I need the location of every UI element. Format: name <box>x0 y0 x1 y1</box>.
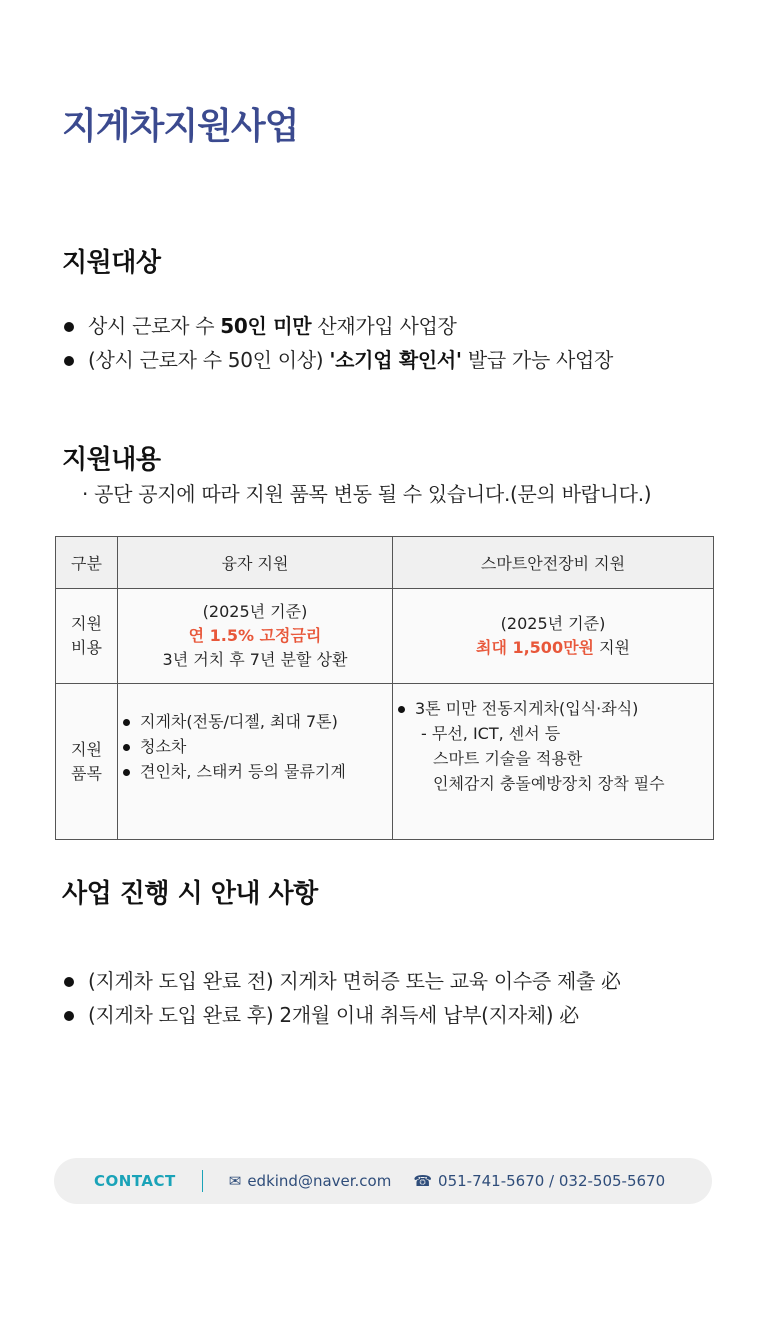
section-title-content: 지원내용 <box>62 445 161 475</box>
smart-items-cell: 3톤 미만 전동지게차(입식·좌식) - 무선, ICT, 센서 등 스마트 기술을 적용한 인체감지 충돌예방장치 장착 필수 <box>393 684 714 840</box>
list-item: 청소차 <box>120 734 391 759</box>
target-item: 상시 근로자 수 50인 미만 산재가입 사업장 <box>62 309 613 343</box>
target-item: (상시 근로자 수 50인 이상) '소기업 확인서' 발급 가능 사업장 <box>62 343 613 377</box>
contact-phone[interactable]: 051-741-5670 / 032-505-5670 <box>438 1172 666 1190</box>
contact-divider <box>202 1170 203 1192</box>
loan-items-list <box>120 709 391 784</box>
header-smart: 스마트안전장비 지원 <box>393 537 714 589</box>
row-label-cost: 지원 비용 <box>56 589 118 684</box>
envelope-icon: ✉ <box>228 1172 242 1190</box>
phone-icon: ☎ <box>413 1172 433 1190</box>
smart-items-list <box>395 696 712 721</box>
target-list <box>62 309 613 377</box>
loan-rate-highlight: 연 1.5% 고정금리 <box>188 626 322 645</box>
page-title: 지게차지원사업 <box>62 106 299 147</box>
contact-email[interactable]: edkind@naver.com <box>247 1172 392 1190</box>
list-item: 견인차, 스태커 등의 물류기계 <box>120 759 391 784</box>
table-header-row <box>56 537 714 589</box>
loan-cost-cell: (2025년 기준) 연 1.5% 고정금리 3년 거치 후 7년 분할 상환 <box>118 589 393 684</box>
header-loan: 융자 지원 <box>118 537 393 589</box>
table-row-items <box>56 684 714 840</box>
guide-item: (지게차 도입 완료 후) 2개월 이내 취득세 납부(지자체) 必 <box>62 998 621 1032</box>
contact-label: CONTACT <box>94 1172 176 1190</box>
content-note: · 공단 공지에 따라 지원 품목 변동 될 수 있습니다.(문의 바랍니다.) <box>82 482 652 506</box>
loan-items-cell <box>118 684 393 840</box>
table-row-cost <box>56 589 714 684</box>
guide-list <box>62 964 621 1032</box>
list-item: 3톤 미만 전동지게차(입식·좌식) <box>395 696 712 721</box>
smart-max-highlight: 최대 1,500만원 <box>475 638 594 657</box>
smart-cost-cell: (2025년 기준) 최대 1,500만원 지원 <box>393 589 714 684</box>
support-table <box>55 536 714 840</box>
section-title-guide: 사업 진행 시 안내 사항 <box>62 879 318 909</box>
list-item: 지게차(전동/디젤, 최대 7톤) <box>120 709 391 734</box>
guide-item: (지게차 도입 완료 전) 지게차 면허증 또는 교육 이수증 제출 必 <box>62 964 621 998</box>
header-category: 구분 <box>56 537 118 589</box>
section-title-target: 지원대상 <box>62 248 161 278</box>
contact-bar <box>54 1158 712 1204</box>
row-label-items: 지원 품목 <box>56 684 118 840</box>
